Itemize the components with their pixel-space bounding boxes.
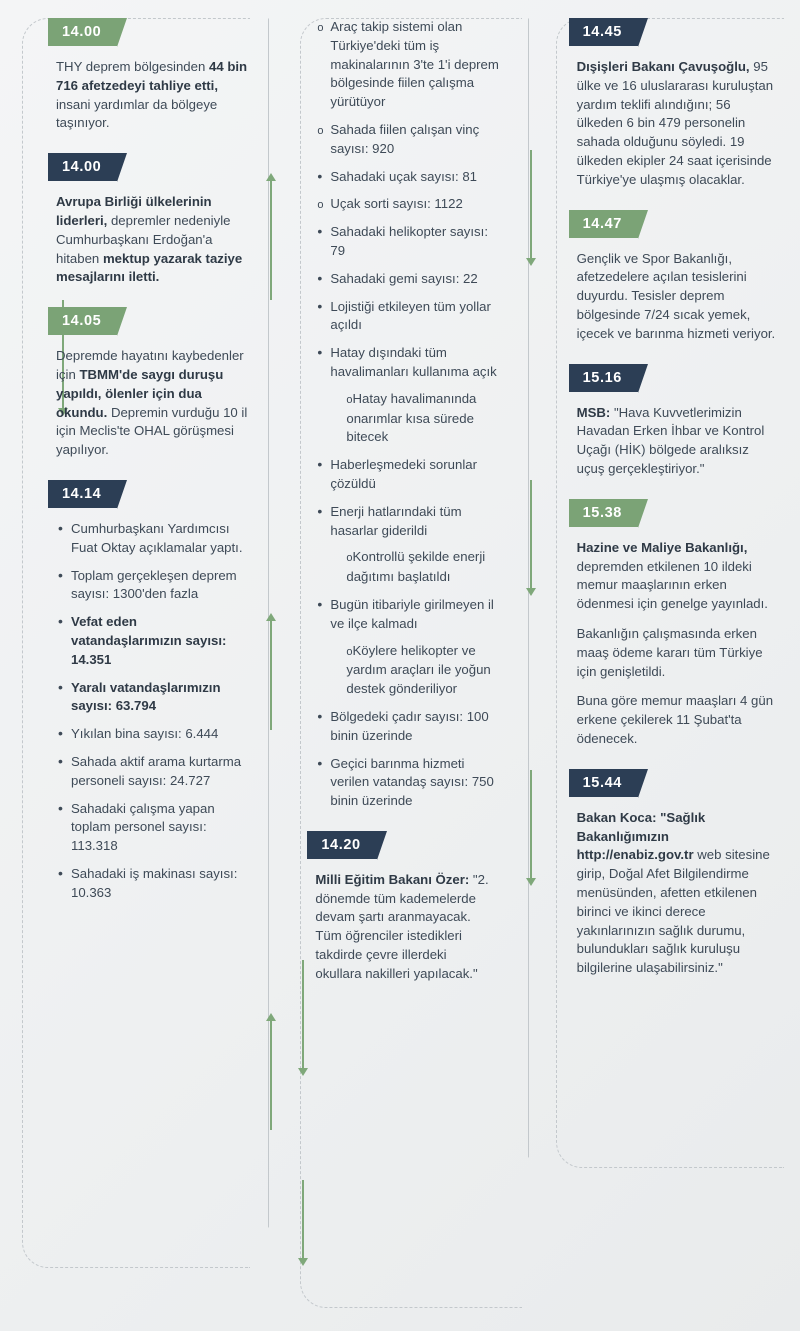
timeline-entry	[543, 18, 790, 190]
timeline-entry	[543, 210, 790, 344]
list-item: • Hatay dışındaki tüm havalimanları kullanıma açık o Hatay havalimanında onarımlar kısa sürede bitecek	[315, 344, 503, 447]
timeline-entry	[26, 307, 273, 460]
timeline-entry	[26, 18, 273, 133]
list-item: • Yaralı vatandaşlarımızın sayısı: 63.794	[56, 679, 244, 717]
time-chip-wrapper	[569, 769, 790, 809]
time-chip: 15.16	[569, 364, 638, 392]
sub-list	[330, 548, 503, 587]
entry-paragraph: THY deprem bölgesinden 44 bin 716 afetzedeyi tahliye etti, insani yardımlar da bölgeye taşınıyor.	[56, 59, 248, 131]
time-chip: 15.38	[569, 499, 638, 527]
list-item: • Sahada aktif arama kurtarma personeli sayısı: 24.727	[56, 753, 244, 791]
list-item: • Bugün itibariyle girilmeyen il ve ilçe kalmadı o Köylere helikopter ve yardım araçları ile yoğun destek gönderiliyor	[315, 596, 503, 699]
green-connector-6	[302, 1180, 304, 1260]
green-arrow-down-3	[298, 1258, 308, 1266]
time-chip: 15.44	[569, 769, 638, 797]
list-item: o Araç takip sistemi olan Türkiye'deki tüm iş makinalarının 3'te 1'i deprem bölgesinde fiilen çalışma yürütüyor	[315, 18, 503, 112]
entry-paragraph: Bakan Koca: "Sağlık Bakanlığımızın http://enabiz.gov.tr web sitesine girip, Doğal Afet Bilgilendirme menüsünden, afetten etkilenen birinci ve ikinci derece yakınlarınızın sağlık durumu, bulundukları sağlık kuruluşu bilgilerine ulaşabilirsiniz."	[576, 809, 770, 976]
list-item: • Toplam gerçekleşen deprem sayısı: 1300'den fazla	[56, 567, 244, 605]
time-chip: 14.00	[48, 153, 117, 181]
time-chip: 14.00	[48, 18, 117, 46]
list-item: • Vefat eden vatandaşlarımızın sayısı: 14.351	[56, 613, 244, 669]
entry-paragraph: Depremde hayatını kaybedenler için TBMM'de saygı duruşu yapıldı, ölenler için dua okundu. Depremin vurduğu 10 il için Meclis'te OHAL görüşmesi yapılıyor.	[56, 348, 248, 458]
sub-list-item: o Hatay havalimanında onarımlar kısa sürede bitecek	[330, 390, 503, 447]
entry-paragraph: Dışişleri Bakanı Çavuşoğlu, 95 ülke ve 16 uluslararası kuruluştan yardım teklifi alındığını; 56 ülkeden 6 bin 479 personelin sahada olduğunu söyledi. 19 ülkeden ekipler 24 saat içerisinde Türkiye'ye ulaşmış olacaklar.	[576, 59, 774, 187]
list-item: o Sahada fiilen çalışan vinç sayısı: 920	[315, 121, 503, 159]
list-item: • Sahadaki iş makinası sayısı: 10.363	[56, 865, 244, 903]
green-arrow-up-3	[266, 1013, 276, 1021]
time-chip-wrapper	[48, 153, 273, 193]
timeline-entry	[543, 769, 790, 978]
time-chip: 14.20	[307, 831, 376, 859]
list-item: • Sahadaki uçak sayısı: 81	[315, 168, 503, 187]
list-item: • Enerji hatlarındaki tüm hasarlar giderildi o Kontrollü şekilde enerji dağıtımı başlatıldı	[315, 503, 503, 587]
sub-list	[330, 390, 503, 447]
time-chip-wrapper	[48, 480, 273, 520]
timeline-entry	[281, 18, 536, 811]
entry-paragraph: Avrupa Birliği ülkelerinin liderleri, depremler nedeniyle Cumhurbaşkanı Erdoğan'a hitaben mektup yazarak taziye mesajlarını iletti.	[56, 194, 243, 285]
list-item: • Geçici barınma hizmeti verilen vatandaş sayısı: 750 binin üzerinde	[315, 755, 503, 811]
time-chip-wrapper	[569, 364, 790, 404]
column-3	[537, 18, 790, 1004]
list-item: • Yıkılan bina sayısı: 6.444	[56, 725, 244, 744]
list-item: • Cumhurbaşkanı Yardımcısı Fuat Oktay açıklamalar yaptı.	[56, 520, 244, 558]
time-chip-wrapper	[48, 307, 273, 347]
timeline-entry	[543, 499, 790, 749]
entry-list	[56, 520, 273, 903]
time-chip: 14.14	[48, 480, 117, 508]
sub-list-item: o Köylere helikopter ve yardım araçları ile yoğun destek gönderiliyor	[330, 642, 503, 699]
list-item: • Sahadaki gemi sayısı: 22	[315, 270, 503, 289]
time-chip: 14.05	[48, 307, 117, 335]
green-arrow-down-2	[298, 1068, 308, 1076]
sub-list-item: o Kontrollü şekilde enerji dağıtımı başlatıldı	[330, 548, 503, 587]
timeline-entry	[26, 153, 273, 287]
list-item: • Bölgedeki çadır sayısı: 100 binin üzerinde	[315, 708, 503, 746]
sub-list	[330, 642, 503, 699]
entry-paragraph: Buna göre memur maaşları 4 gün erkene çekilerek 11 Şubat'ta ödenecek.	[576, 693, 774, 746]
entry-paragraph: MSB: "Hava Kuvvetlerimizin Havadan Erken İhbar ve Kontrol Uçağı (HİK) bölgede aralıksız uçuş gerçekleştiriyor."	[576, 404, 765, 476]
entry-list	[315, 18, 536, 811]
time-chip: 14.45	[569, 18, 638, 46]
time-chip-wrapper	[48, 18, 273, 58]
list-item: • Lojistiği etkileyen tüm yollar açıldı	[315, 298, 503, 336]
time-chip: 14.47	[569, 210, 638, 238]
green-connector-3	[270, 1020, 272, 1130]
entry-paragraph: Gençlik ve Spor Bakanlığı, afetzedelere açılan tesislerini duyurdu. Tesisler deprem bölgesinde 7/24 sıcak yemek, içecek ve barınma hizmeti veriyor.	[576, 250, 776, 341]
entry-paragraph: Milli Eğitim Bakanı Özer: "2. dönemde tüm kademelerde devam şartı aranmayacak. Tüm öğrenciler istedikleri takdirde çevre illerdeki okullara nakilleri yapılacak."	[315, 871, 489, 981]
timeline-entry	[543, 364, 790, 479]
column-1	[10, 18, 273, 1004]
entry-paragraph: Bakanlığın çalışmasında erken maaş ödeme kararı tüm Türkiye için genişletildi.	[576, 625, 763, 679]
time-chip-wrapper	[569, 210, 790, 250]
time-chip-wrapper	[569, 18, 790, 58]
time-chip-wrapper	[569, 499, 790, 539]
column-2	[273, 18, 536, 1004]
time-chip-wrapper	[307, 831, 536, 871]
list-item: • Sahadaki çalışma yapan toplam personel sayısı: 113.318	[56, 800, 244, 856]
list-item: • Haberleşmedeki sorunlar çözüldü	[315, 456, 503, 494]
list-item: • Sahadaki helikopter sayısı: 79	[315, 223, 503, 261]
timeline-entry	[26, 480, 273, 903]
entry-paragraph: Hazine ve Maliye Bakanlığı, depremden etkilenen 10 ildeki memur maaşlarının erken ödenmesi için genelge yayınladı.	[576, 539, 768, 612]
timeline-entry	[281, 831, 536, 984]
list-item: o Uçak sorti sayısı: 1122	[315, 195, 503, 214]
